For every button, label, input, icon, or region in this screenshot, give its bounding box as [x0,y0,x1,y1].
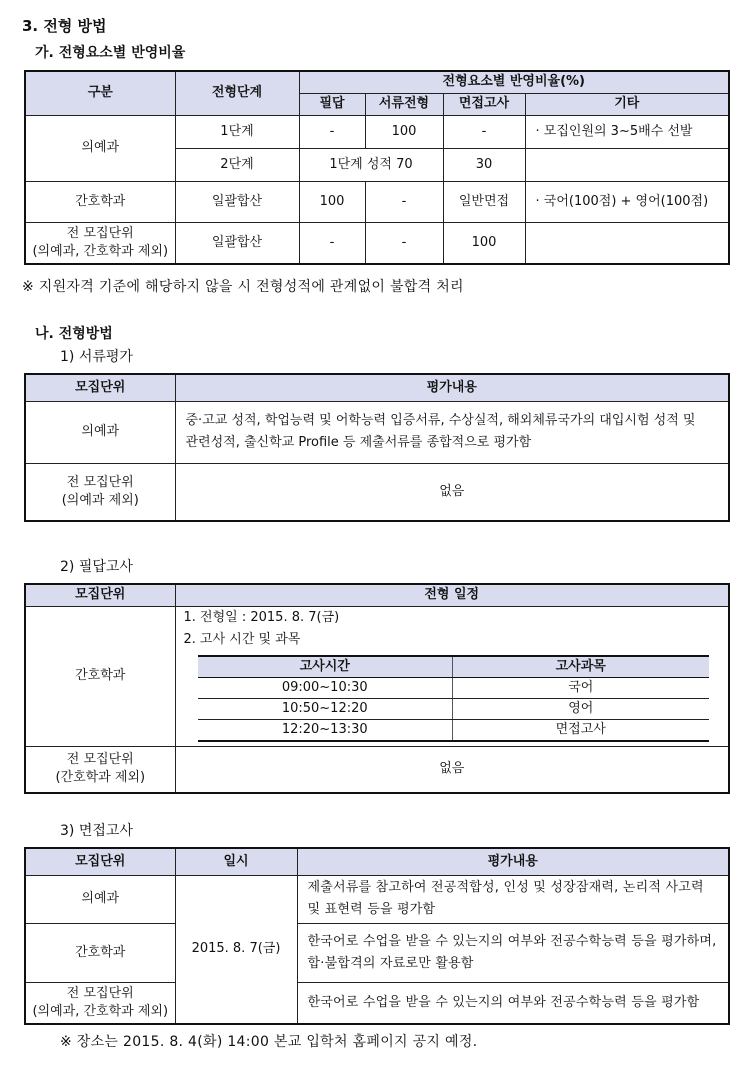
cell-med-s1-interview: - [443,115,525,148]
cell-med-content [297,875,729,923]
cell-nurse-content-line2: 합·불합격의 자료로만 활용함 [307,955,474,971]
written-exam-table [24,583,730,794]
header-written: 필답 [299,93,365,115]
subsection-b-title: 나. 전형방법 [35,326,113,342]
header-stage: 전형단계 [175,71,299,115]
row-med-name: 의예과 [25,875,175,923]
cell-med-s2-interview: 30 [443,148,525,181]
inner-time-1: 09:00~10:30 [198,677,453,698]
interview-table [24,847,730,1025]
subsection-b1-title: 1) 서류평가 [60,349,133,365]
inner-header-subject: 고사과목 [453,656,709,678]
cell-all-docs: - [365,222,443,264]
row-all-name-line1: 전 모집단위 [66,474,134,490]
header-content: 평가내용 [175,374,729,401]
header-other: 기타 [525,93,729,115]
inner-time-3: 12:20~13:30 [198,719,453,741]
inner-header-time: 고사시간 [198,656,453,678]
row-nurse-name: 간호학과 [25,181,175,222]
cell-nurse-docs: - [365,181,443,222]
note-eligibility: ※ 지원자격 기준에 해당하지 않을 시 전형성적에 관계없이 불합격 처리 [22,279,464,295]
row-all-name-line1: 전 모집단위 [66,752,134,768]
row-all-name-line2: (간호학과 제외) [55,770,146,786]
cell-nurse-written: 100 [299,181,365,222]
header-unit: 모집단위 [25,374,175,401]
cell-med-s1-written: - [299,115,365,148]
document-eval-table [24,373,730,522]
cell-all-interview: 100 [443,222,525,264]
row-med-name: 의예과 [25,115,175,181]
cell-med-content [175,401,729,463]
row-all-name-line2: (의예과, 간호학과 제외) [32,243,169,259]
cell-all-other [525,222,729,264]
cell-med-s2-other [525,148,729,181]
cell-med-s2-score: 1단계 성적 70 [299,148,443,181]
subsection-a-title: 가. 전형요소별 반영비율 [35,45,186,61]
subsection-b3-title: 3) 면접고사 [60,823,133,839]
row-all-name-line2: (의예과 제외) [61,492,139,508]
row-med-name: 의예과 [25,401,175,463]
cell-all-written: - [299,222,365,264]
row-nurse-name: 간호학과 [25,606,175,746]
row-med-stage2: 2단계 [175,148,299,181]
schedule-line-date: 1. 전형일 : 2015. 8. 7(금) [183,609,340,625]
inner-time-2: 10:50~12:20 [198,698,453,719]
ratio-table [24,70,730,265]
row-all-name [25,222,175,264]
cell-all-stage: 일괄합산 [175,222,299,264]
header-category: 구분 [25,71,175,115]
subsection-b2-title: 2) 필답고사 [60,559,133,575]
inner-subject-1: 국어 [453,677,709,698]
header-unit: 모집단위 [25,848,175,875]
inner-subject-2: 영어 [453,698,709,719]
schedule-line-subjects: 2. 고사 시간 및 과목 [183,631,301,647]
cell-med-s1-other: · 모집인원의 3~5배수 선발 [525,115,729,148]
cell-nurse-other: · 국어(100점) + 영어(100점) [525,181,729,222]
cell-med-content-line2: 및 표현력 등을 평가함 [307,902,436,917]
cell-med-content-line2: 관련성적, 출신학교 Profile 등 제출서류를 종합적으로 평가함 [185,435,532,450]
header-content: 평가내용 [297,848,729,875]
header-unit: 모집단위 [25,584,175,606]
cell-nurse-stage: 일괄합산 [175,181,299,222]
cell-med-content-line1: 중·고교 성적, 학업능력 및 어학능력 입증서류, 수상실적, 해외체류국가의 대입시험 성적 및 [185,413,696,428]
exam-time-table [198,655,709,742]
cell-interview-date: 2015. 8. 7(금) [175,875,297,1024]
row-all-name-line1: 전 모집단위 [66,985,134,1001]
row-nurse-name: 간호학과 [25,923,175,982]
header-interview: 면접고사 [443,93,525,115]
row-all-name [25,746,175,793]
cell-nurse-interview: 일반면접 [443,181,525,222]
header-date: 일시 [175,848,297,875]
header-schedule: 전형 일정 [175,584,729,606]
row-all-name [25,463,175,521]
row-all-name-line1: 전 모집단위 [66,225,134,241]
note-venue: ※ 장소는 2015. 8. 4(화) 14:00 본교 입학처 홈페이지 공지 예정. [60,1034,478,1050]
cell-nurse-content [297,923,729,982]
header-ratio-group: 전형요소별 반영비율(%) [299,71,729,93]
row-all-name [25,982,175,1024]
cell-nurse-content-line1: 한국어로 수업을 받을 수 있는지의 여부와 전공수학능력 등을 평가하며, [307,933,717,949]
cell-all-content: 없음 [175,463,729,521]
row-all-name-line2: (의예과, 간호학과 제외) [32,1003,169,1019]
cell-all-content: 한국어로 수업을 받을 수 있는지의 여부와 전공수학능력 등을 평가함 [297,982,729,1024]
cell-all-content: 없음 [175,746,729,793]
inner-subject-3: 면접고사 [453,719,709,741]
header-documents: 서류전형 [365,93,443,115]
section-title: 3. 전형 방법 [22,17,107,35]
cell-med-content-line1: 제출서류를 참고하여 전공적합성, 인성 및 성장잠재력, 논리적 사고력 [307,880,704,895]
row-med-stage1: 1단계 [175,115,299,148]
cell-nurse-schedule [175,606,729,746]
cell-med-s1-docs: 100 [365,115,443,148]
